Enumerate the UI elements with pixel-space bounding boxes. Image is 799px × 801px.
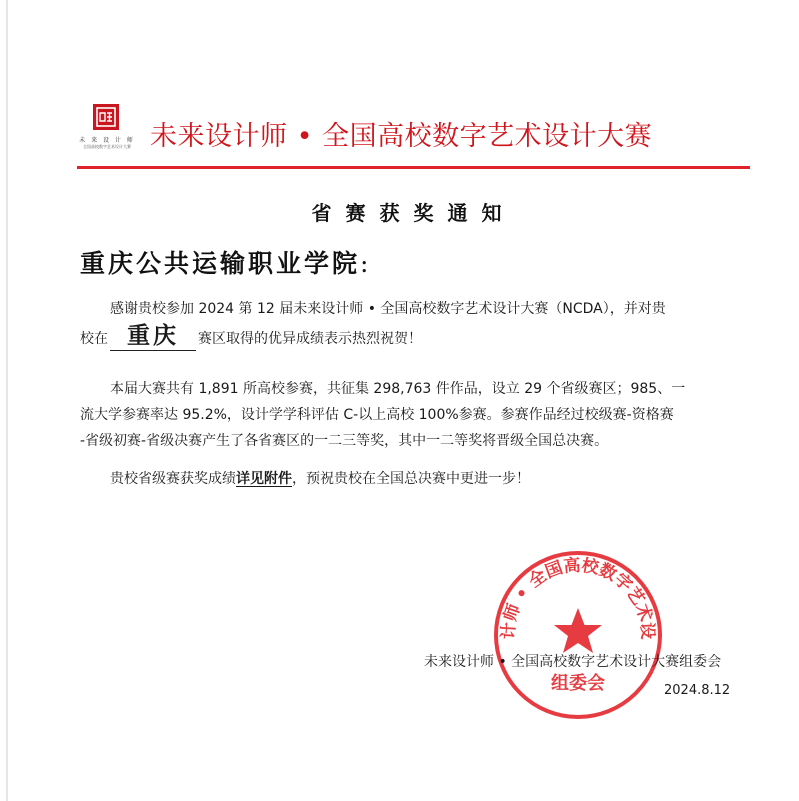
- paragraph-line: 本届大赛共有 1,891 所高校参赛，共征集 298,763 件作品，设立 29 个省级赛区；985、一: [110, 381, 686, 397]
- logo-mark-icon: [93, 104, 119, 130]
- paragraph-line: 流大学参赛率达 95.2%，设计学学科评估 C-以上高校 100%参赛。参赛作品经过校级赛-资格赛: [80, 407, 674, 423]
- signing-organization: 未来设计师 • 全国高校数字艺术设计大赛组委会: [424, 654, 722, 670]
- seal-ring-text: 计师 • 全国高校数字艺术设: [498, 555, 658, 640]
- logo-subtitle: 全国高校数字艺术设计大赛: [83, 144, 131, 149]
- letterhead: [78, 104, 758, 164]
- recipient-colon: :: [360, 249, 372, 278]
- paragraph-line: [80, 466, 745, 492]
- text-segment: ，预祝贵校在全国总决赛中更进一步！: [292, 471, 530, 487]
- notice-title: 省赛获奖通知: [311, 201, 516, 225]
- paragraph-results: [80, 466, 745, 492]
- text-segment: 赛区取得的优异成绩表示热烈祝贺！: [198, 331, 422, 347]
- paragraph-line: [80, 322, 745, 352]
- page-edge: [6, 0, 8, 801]
- text-segment: 校在: [80, 331, 108, 347]
- paragraph-line: -省级初赛-省级决赛产生了各省赛区的一二三等奖，其中一二等奖将晋级全国总决赛。: [80, 433, 609, 449]
- paragraph-statistics: [80, 376, 745, 454]
- see-attachment-link[interactable]: 详见附件: [236, 471, 292, 487]
- header-divider: [77, 166, 750, 169]
- recipient-name: 重庆公共运输职业学院: [80, 249, 361, 278]
- seal-center-text: 组委会: [551, 673, 605, 694]
- paragraph-line: 感谢贵校参加 2024 第 12 届未来设计师 • 全国高校数字艺术设计大赛（NCDA），并对贵: [110, 301, 666, 317]
- seal-star-icon: [554, 608, 602, 653]
- official-seal: [491, 548, 665, 722]
- organization-title: 未来设计师 • 全国高校数字艺术设计大赛: [150, 121, 653, 152]
- issue-date: 2024.8.12: [664, 683, 731, 698]
- region-name: 重庆: [110, 322, 196, 351]
- logo-name: 未 来 设 计 师: [79, 137, 135, 144]
- text-segment: 贵校省级赛获奖成绩: [110, 471, 236, 487]
- ncda-logo: [78, 104, 136, 156]
- recipient-salutation: [80, 244, 371, 280]
- paragraph-congratulation: [80, 296, 745, 352]
